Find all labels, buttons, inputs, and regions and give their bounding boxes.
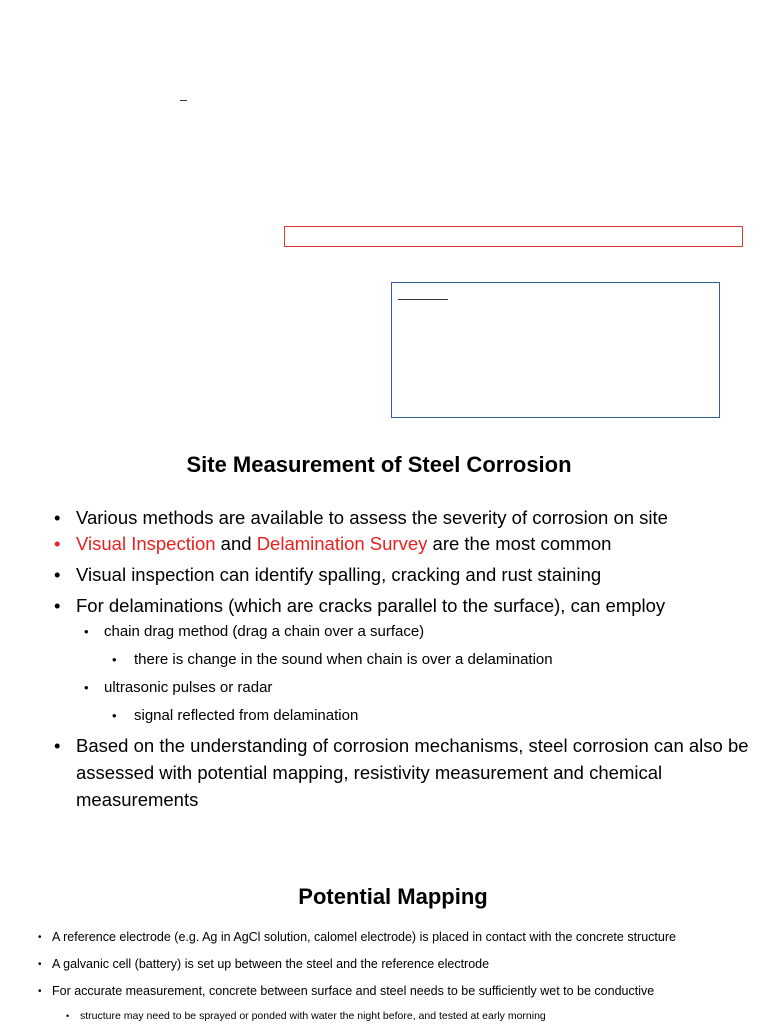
- bullet-reference-electrode: • A reference electrode (e.g. Ag in AgCl solution, calomel electrode) is placed in contact with the concrete structure: [38, 924, 758, 951]
- and-text: and: [215, 533, 257, 554]
- sub-sub-bullet-signal-reflected: • signal reflected from delamination: [112, 702, 754, 730]
- bullet-delaminations: • For delaminations (which are cracks parallel to the surface), can employ: [54, 592, 754, 619]
- bullet-potential-mapping-intro: • Based on the understanding of corrosion mechanisms, steel corrosion can also be assessed with potential mapping, resistivity measurement and chemical measurements: [54, 732, 754, 813]
- red-outline-box: [284, 226, 743, 247]
- short-underline: [398, 299, 448, 300]
- potential-mapping-bullets: [38, 924, 758, 1027]
- section-title-potential-mapping: Potential Mapping: [298, 884, 488, 909]
- sub-bullet-sprayed-ponded: • structure may need to be sprayed or ponded with water the night before, and tested at early morning: [66, 1005, 758, 1027]
- most-common-text: are the most common: [427, 533, 612, 554]
- bullet-most-common: [54, 530, 754, 557]
- sub-bullet-chain-drag: • chain drag method (drag a chain over a surface): [84, 618, 754, 646]
- visual-inspection-text: Visual Inspection: [76, 533, 216, 554]
- blue-outline-box: [391, 282, 720, 418]
- site-measurement-bullets: [54, 504, 754, 812]
- section-title-site-measurement: Site Measurement of Steel Corrosion: [186, 452, 572, 477]
- bullet-visual-inspection: • Visual inspection can identify spalling, cracking and rust staining: [54, 561, 754, 588]
- bullet-galvanic-cell: • A galvanic cell (battery) is set up between the steel and the reference electrode: [38, 951, 758, 978]
- delamination-survey-text: Delamination Survey: [256, 533, 428, 554]
- bullet-methods: • Various methods are available to assess the severity of corrosion on site: [54, 504, 754, 531]
- bullet-accurate-measurement: • For accurate measurement, concrete between surface and steel needs to be sufficiently wet to be conductive: [38, 978, 758, 1005]
- dash-mark: [180, 100, 187, 101]
- sub-sub-bullet-sound-change: • there is change in the sound when chain is over a delamination: [112, 646, 754, 674]
- sub-bullet-ultrasonic: • ultrasonic pulses or radar: [84, 674, 754, 702]
